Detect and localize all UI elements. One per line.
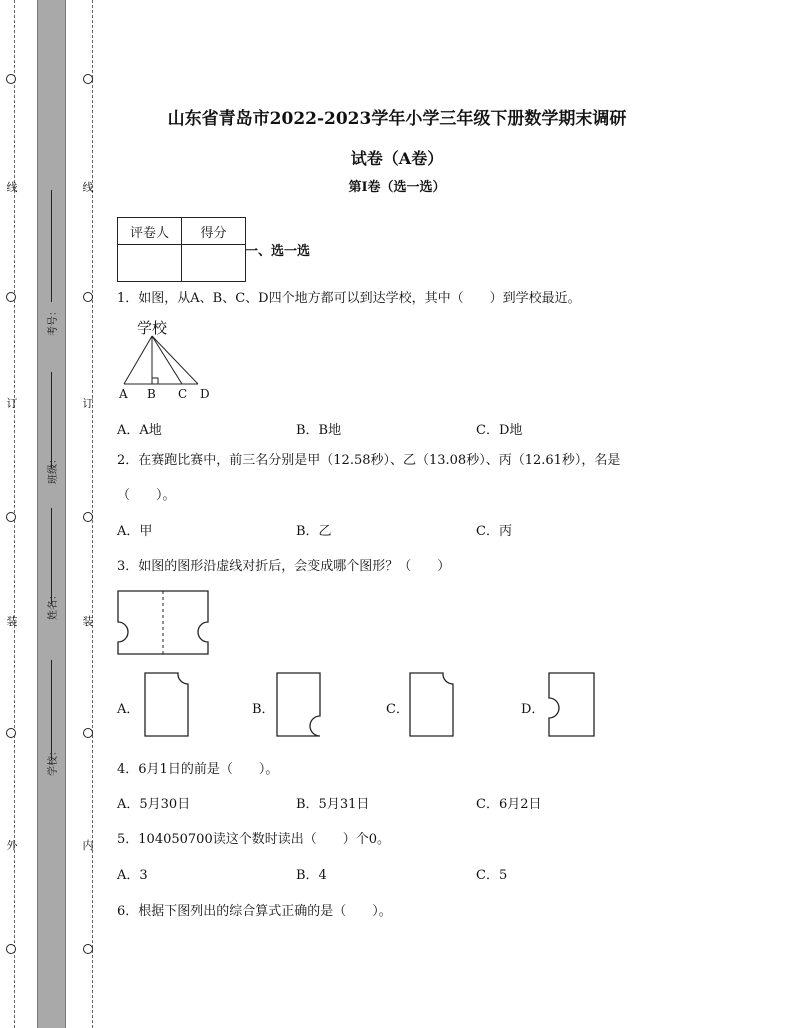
point-b-label: B — [147, 387, 156, 401]
hole-marker — [6, 512, 16, 522]
hole-marker — [83, 292, 93, 302]
q5-option-b[interactable]: B．4 — [296, 868, 327, 883]
field-label-class: 班级： — [48, 454, 59, 484]
q5-option-a[interactable]: A．3 — [117, 868, 148, 883]
hole-marker — [6, 74, 16, 84]
hole-marker — [83, 728, 93, 738]
hole-marker — [6, 292, 16, 302]
q4-option-c[interactable]: C．6月2日 — [476, 797, 542, 812]
grader-header: 评卷人 — [118, 218, 182, 245]
q3-option-b-shape — [276, 672, 322, 738]
grader-cell[interactable] — [118, 245, 182, 282]
q1-figure — [112, 316, 222, 406]
folding-shape — [117, 590, 213, 656]
question-2-cont: （ ）。 — [117, 488, 176, 503]
outer-margin-char: 线 — [6, 181, 18, 194]
score-table — [117, 217, 246, 282]
fill-line — [51, 372, 52, 468]
inner-margin-char: 内 — [82, 839, 94, 852]
exam-title: 山东省青岛市2022-2023学年小学三年级下册数学期末调研 — [167, 109, 627, 129]
q3-option-c[interactable]: C． — [386, 702, 409, 717]
outer-margin-char: 外 — [6, 839, 18, 852]
q2-option-a[interactable]: A．甲 — [117, 524, 153, 539]
q1-option-a[interactable]: A．A地 — [117, 423, 162, 438]
inner-margin-char: 装 — [82, 615, 94, 628]
q1-option-c[interactable]: C．D地 — [476, 423, 523, 438]
exam-title-line2: 试卷（A卷） — [350, 149, 444, 168]
q4-option-a[interactable]: A．5月30日 — [117, 797, 191, 812]
question-1: 1．如图，从A、B、C、D四个地方都可以到达学校，其中（ ）到学校最近。 — [117, 291, 581, 306]
q3-option-d-shape — [548, 672, 596, 738]
outer-margin-char: 装 — [6, 615, 18, 628]
score-header: 得分 — [182, 218, 246, 245]
question-2: 2．在赛跑比赛中，前三名分别是甲（12.58秒）、乙（13.08秒）、丙（12.61秒），名是 — [117, 453, 621, 468]
point-c-label: C — [178, 387, 188, 401]
section-title: 一、选一选 — [245, 244, 311, 259]
question-4: 4．6月1日的前是（ ）。 — [117, 762, 279, 777]
question-6: 6．根据下图列出的综合算式正确的是（ ）。 — [117, 904, 392, 919]
q3-figure — [117, 590, 213, 660]
school-label: 学校 — [137, 319, 168, 337]
q2-option-c[interactable]: C．丙 — [476, 524, 512, 539]
hole-marker — [6, 944, 16, 954]
hole-marker — [83, 74, 93, 84]
q4-option-b[interactable]: B．5月31日 — [296, 797, 370, 812]
fill-line — [51, 508, 52, 604]
hole-marker — [83, 944, 93, 954]
q3-option-c-shape — [409, 672, 455, 738]
fill-line — [51, 190, 52, 302]
inner-margin-char: 线 — [82, 181, 94, 194]
q3-option-d[interactable]: D． — [521, 702, 545, 717]
q3-option-b[interactable]: B． — [252, 702, 275, 717]
q3-option-a[interactable]: A． — [117, 702, 140, 717]
inner-margin-char: 订 — [82, 397, 94, 410]
point-d-label: D — [200, 387, 210, 401]
point-a-label: A — [119, 387, 128, 401]
hole-marker — [6, 728, 16, 738]
question-5: 5．104050700读这个数时读出（ ）个0。 — [117, 832, 390, 847]
score-cell[interactable] — [182, 245, 246, 282]
hole-marker — [83, 512, 93, 522]
field-label-name: 姓名： — [48, 590, 59, 620]
field-label-exam-number: 考号： — [48, 306, 59, 336]
fill-line — [51, 660, 52, 760]
part-title: 第I卷（选一选） — [348, 180, 446, 195]
outer-margin-char: 订 — [6, 397, 18, 410]
question-3: 3．如图的图形沿虚线对折后，会变成哪个图形？（ ） — [117, 559, 451, 574]
q2-option-b[interactable]: B．乙 — [296, 524, 332, 539]
q1-option-b[interactable]: B．B地 — [296, 423, 342, 438]
q3-option-a-shape — [144, 672, 190, 738]
field-label-school: 学校： — [48, 746, 59, 776]
q5-option-c[interactable]: C．5 — [476, 868, 508, 883]
